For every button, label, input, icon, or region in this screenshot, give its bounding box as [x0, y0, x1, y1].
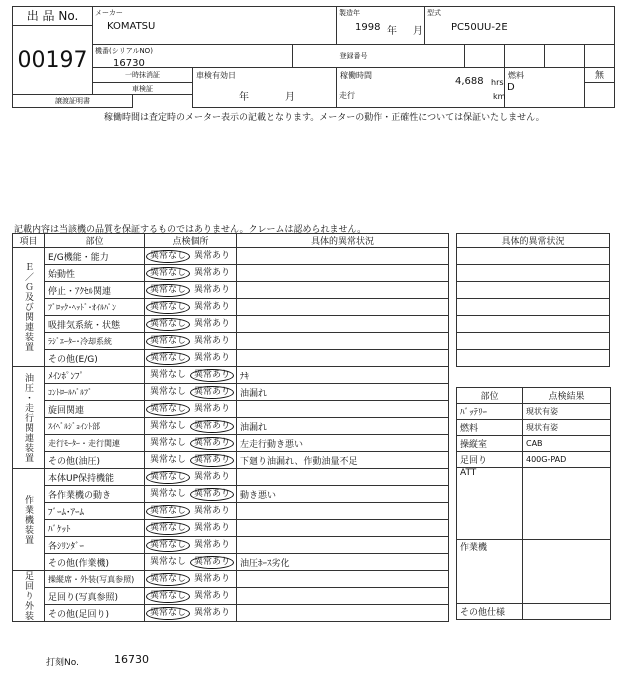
check-cell	[145, 486, 237, 503]
fuel-value-cell	[505, 82, 585, 107]
part-name: ﾗｼﾞｴｰﾀｰ･冷却系統	[45, 333, 145, 350]
maker-value: KOMATSU	[107, 21, 156, 32]
right-detail-row	[457, 316, 610, 333]
ng-option: 異常あり	[190, 488, 234, 501]
shaken-month-unit: 月	[285, 92, 295, 104]
model-cell	[425, 7, 615, 45]
detail-cell	[237, 248, 449, 265]
check-cell	[145, 418, 237, 435]
check-cell	[145, 299, 237, 316]
detail-cell	[237, 350, 449, 367]
ok-option: 異常なし	[150, 386, 187, 397]
right-detail-row	[457, 265, 610, 282]
year-unit: 年	[387, 26, 397, 37]
meter-note: 稼働時間は査定時のメーター表示の記載となります。メーターの動作・正確性については保証いたしません。	[104, 113, 545, 123]
table-row	[13, 367, 449, 384]
ng-option: 異常あり	[194, 522, 231, 533]
check-cell	[145, 316, 237, 333]
part-name: E/G機能・能力	[45, 248, 145, 265]
result-value	[523, 604, 611, 620]
ok-option: 異常なし	[146, 539, 190, 552]
ok-option: 異常なし	[150, 420, 187, 431]
serial-value: 16730	[113, 57, 145, 69]
model-value: PC50UU-2E	[451, 22, 508, 33]
ok-option: 異常なし	[146, 471, 190, 484]
right-detail-header: 具体的異常状況	[457, 234, 610, 248]
check-cell	[145, 282, 237, 299]
result-part: その他仕様	[457, 604, 523, 620]
ng-option: 異常あり	[190, 437, 234, 450]
inspection-label: 車検証	[93, 82, 193, 95]
lot-number: 00197	[13, 25, 93, 94]
check-cell	[145, 384, 237, 401]
lot-label: 出 品 No.	[13, 7, 93, 26]
stamp-label: 打刻No.	[46, 658, 79, 668]
right-detail-table	[456, 233, 610, 367]
check-cell	[145, 452, 237, 469]
table-row	[13, 299, 449, 316]
table-row	[13, 435, 449, 452]
hours-value-cell	[337, 76, 506, 107]
detail-cell	[237, 469, 449, 486]
disclaimer: 記載内容は当該機の品質を保証するものではありません。クレームは認められません。	[14, 225, 367, 235]
result-part: ﾊﾞｯﾃﾘｰ	[457, 404, 523, 420]
ng-option: 異常あり	[194, 267, 231, 278]
detail-cell	[237, 282, 449, 299]
result-part: 操縦室	[457, 436, 523, 452]
detail-cell	[237, 588, 449, 605]
result-part: ATT	[457, 468, 523, 540]
serial-cell	[93, 44, 293, 67]
table-row	[13, 282, 449, 299]
ok-option: 異常なし	[150, 454, 187, 465]
result-col-result: 点検結果	[523, 388, 611, 404]
part-name: 旋回関連	[45, 401, 145, 418]
col-part: 部位	[45, 234, 145, 248]
year-value: 1998	[355, 22, 381, 33]
year-cell	[337, 7, 425, 45]
check-cell	[145, 520, 237, 537]
ok-option: 異常なし	[150, 437, 187, 448]
ng-option: 異常あり	[194, 318, 231, 329]
maker-label: メーカー	[95, 9, 123, 17]
result-part: 足回り	[457, 452, 523, 468]
ok-option: 異常なし	[146, 335, 190, 348]
ok-option: 異常なし	[146, 284, 190, 297]
maker-cell	[93, 7, 337, 45]
col-detail: 具体的異常状況	[237, 234, 449, 248]
header-table	[12, 6, 615, 108]
table-row	[13, 503, 449, 520]
part-name: ｽｲﾍﾞﾙｼﾞｮｲﾝﾄ部	[45, 418, 145, 435]
table-row	[13, 605, 449, 622]
result-col-part: 部位	[457, 388, 523, 404]
part-name: ﾌﾞﾛｯｸ･ﾍｯﾄﾞ･ｵｲﾙﾊﾟﾝ	[45, 299, 145, 316]
result-table	[456, 387, 611, 620]
check-cell	[145, 333, 237, 350]
ok-option: 異常なし	[146, 403, 190, 416]
part-name: 操縦席・外装(写真参照)	[45, 571, 145, 588]
detail-cell	[237, 503, 449, 520]
table-row	[13, 248, 449, 265]
inspection-table	[12, 233, 449, 622]
part-name: 走行ﾓｰﾀｰ・走行関連	[45, 435, 145, 452]
ng-option: 異常あり	[190, 369, 234, 382]
detail-cell	[237, 605, 449, 622]
check-cell	[145, 435, 237, 452]
hours-label: 稼働時間	[337, 68, 505, 83]
ok-option: 異常なし	[146, 301, 190, 314]
part-name: 足回り(写真参照)	[45, 588, 145, 605]
transfer-label: 譲渡証明書	[13, 95, 133, 108]
month-unit: 月	[413, 26, 423, 37]
table-row	[13, 588, 449, 605]
ok-option: 異常なし	[150, 556, 187, 567]
hours-value: 4,688	[455, 76, 484, 88]
travel-label: 走行	[339, 91, 355, 101]
check-cell	[145, 248, 237, 265]
group-label: Ｅ／Ｇ及び関連装置	[13, 248, 45, 367]
ok-option: 異常なし	[146, 267, 190, 280]
detail-cell	[237, 299, 449, 316]
table-row	[13, 520, 449, 537]
right-detail-row	[457, 299, 610, 316]
group-label: 油圧・走行関連装置	[13, 367, 45, 469]
model-label: 型式	[427, 9, 441, 17]
part-name: その他(足回り)	[45, 605, 145, 622]
part-name: ｺﾝﾄﾛｰﾙﾊﾞﾙﾌﾞ	[45, 384, 145, 401]
ng-option: 異常あり	[194, 335, 231, 346]
table-row	[13, 486, 449, 503]
right-detail-row	[457, 282, 610, 299]
ng-option: 異常あり	[194, 250, 231, 261]
ok-option: 異常なし	[146, 318, 190, 331]
result-value: 現状有姿	[523, 420, 611, 436]
detail-cell: 油圧ﾎｰｽ劣化	[237, 554, 449, 571]
ok-option: 異常なし	[146, 352, 190, 365]
result-value: 現状有姿	[523, 404, 611, 420]
ok-option: 異常なし	[146, 522, 190, 535]
check-cell	[145, 469, 237, 486]
ng-option: 異常あり	[194, 590, 231, 601]
table-row	[13, 418, 449, 435]
ok-option: 異常なし	[150, 369, 187, 380]
detail-cell: ﾅｷ	[237, 367, 449, 384]
detail-cell	[237, 401, 449, 418]
table-row	[13, 384, 449, 401]
detail-cell	[237, 571, 449, 588]
check-cell	[145, 503, 237, 520]
serial-label: 機番(シリアルNO)	[95, 46, 153, 55]
table-row	[13, 452, 449, 469]
detail-cell	[237, 520, 449, 537]
detail-cell: 油漏れ	[237, 384, 449, 401]
part-name: 停止・ｱｸｾﾙ関連	[45, 282, 145, 299]
check-cell	[145, 554, 237, 571]
result-value: CAB	[523, 436, 611, 452]
ng-option: 異常あり	[190, 556, 234, 569]
stamp-value: 16730	[114, 653, 149, 666]
ok-option: 異常なし	[146, 590, 190, 603]
table-row	[13, 469, 449, 486]
part-name: ﾌﾞｰﾑ･ｱｰﾑ	[45, 503, 145, 520]
part-name: 本体UP保持機能	[45, 469, 145, 486]
detail-cell: 下廻り油漏れ、作動油量不足	[237, 452, 449, 469]
reg-label: 登録番号	[337, 44, 465, 67]
part-name: ﾒｲﾝﾎﾟﾝﾌﾟ	[45, 367, 145, 384]
part-name: 各ｼﾘﾝﾀﾞｰ	[45, 537, 145, 554]
ng-option: 異常あり	[194, 471, 231, 482]
detail-cell: 動き悪い	[237, 486, 449, 503]
ok-option: 異常なし	[146, 573, 190, 586]
part-name: 各作業機の動き	[45, 486, 145, 503]
result-part: 作業機	[457, 540, 523, 604]
ng-option: 異常あり	[194, 352, 231, 363]
check-cell	[145, 350, 237, 367]
result-value: 400G-PAD	[523, 452, 611, 468]
part-name: その他(作業機)	[45, 554, 145, 571]
ng-option: 異常あり	[194, 539, 231, 550]
check-cell	[145, 265, 237, 282]
group-label: 作業機装置	[13, 469, 45, 571]
ng-option: 異常あり	[194, 403, 231, 414]
col-check: 点検個所	[145, 234, 237, 248]
col-item: 項目	[13, 234, 45, 248]
right-detail-row	[457, 248, 610, 265]
check-cell	[145, 605, 237, 622]
fuel-value: D	[507, 82, 515, 94]
result-part: 燃料	[457, 420, 523, 436]
check-cell	[145, 401, 237, 418]
ng-option: 異常あり	[194, 284, 231, 295]
right-detail-row	[457, 350, 610, 367]
travel-unit: km	[493, 92, 506, 102]
part-name: 始動性	[45, 265, 145, 282]
part-name: その他(E/G)	[45, 350, 145, 367]
fuel-label: 燃料	[505, 68, 585, 83]
check-cell	[145, 367, 237, 384]
table-row	[13, 554, 449, 571]
table-row	[13, 316, 449, 333]
check-cell	[145, 537, 237, 554]
ng-option: 異常あり	[194, 607, 231, 618]
detail-cell	[237, 333, 449, 350]
check-cell	[145, 588, 237, 605]
ng-option: 異常あり	[194, 573, 231, 584]
shaken-label: 車検有効日	[193, 68, 337, 83]
ac-value: 無	[585, 68, 615, 83]
part-name: その他(油圧)	[45, 452, 145, 469]
ng-option: 異常あり	[194, 505, 231, 516]
ng-option: 異常あり	[190, 420, 234, 433]
table-row	[13, 401, 449, 418]
temp-label: 一時抹消証	[93, 68, 193, 83]
ok-option: 異常なし	[146, 250, 190, 263]
table-row	[13, 571, 449, 588]
shaken-value-cell	[193, 82, 337, 107]
detail-cell	[237, 265, 449, 282]
table-row	[13, 265, 449, 282]
ok-option: 異常なし	[146, 607, 190, 620]
part-name: 吸排気系統・状態	[45, 316, 145, 333]
table-row	[13, 537, 449, 554]
ng-option: 異常あり	[194, 301, 231, 312]
shaken-year-unit: 年	[239, 92, 249, 104]
ng-option: 異常あり	[190, 454, 234, 467]
result-value	[523, 468, 611, 540]
ng-option: 異常あり	[190, 386, 234, 399]
group-label: 足回り外装	[13, 571, 45, 622]
hours-unit: hrs	[491, 78, 504, 88]
detail-cell	[237, 316, 449, 333]
table-row	[13, 350, 449, 367]
detail-cell: 左走行動き悪い	[237, 435, 449, 452]
check-cell	[145, 571, 237, 588]
table-row	[13, 333, 449, 350]
part-name: ﾊﾞｹｯﾄ	[45, 520, 145, 537]
right-detail-row	[457, 333, 610, 350]
detail-cell	[237, 537, 449, 554]
ok-option: 異常なし	[150, 488, 187, 499]
detail-cell: 油漏れ	[237, 418, 449, 435]
year-label: 製造年	[339, 9, 360, 17]
result-value	[523, 540, 611, 604]
ok-option: 異常なし	[146, 505, 190, 518]
